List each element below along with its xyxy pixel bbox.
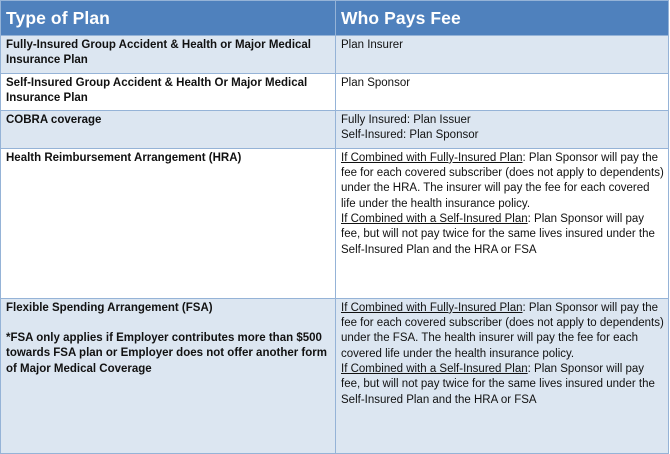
plan-cell: Self-Insured Group Accident & Health Or Major Medical Insurance Plan: [1, 73, 336, 111]
fully-insured-text: : Plan Sponsor will pay the fee for each covered subscriber (does not apply to dependents) under the FSA. The health insurer will pay the fee for each covered life under the health insurance policy.: [341, 301, 664, 360]
table-row: [1, 73, 669, 111]
plan-cell: Fully-Insured Group Accident & Health or Major Medical Insurance Plan: [1, 36, 336, 74]
fully-insured-text: : Plan Sponsor will pay the fee for each covered subscriber (does not apply to dependents) under the HRA. The insurer will pay the fee for each covered life under the health insurance policy.: [341, 151, 664, 210]
table-row: [1, 148, 669, 298]
fully-insured-label: If Combined with Fully-Insured Plan: [341, 151, 523, 164]
header-row: [1, 1, 669, 36]
fully-insured-label: If Combined with Fully-Insured Plan: [341, 301, 523, 314]
self-insured-text: : Plan Sponsor will pay fee, but will not pay twice for the same lives insured under the Self-Insured Plan and the HRA or FSA: [341, 362, 655, 406]
self-insured-clause: [341, 212, 664, 258]
self-insured-label: If Combined with a Self-Insured Plan: [341, 362, 528, 375]
table-row: [1, 36, 669, 74]
table-row: [1, 111, 669, 149]
payer-line-fully: Fully Insured: Plan Issuer: [341, 114, 471, 127]
table-row: [1, 298, 669, 453]
payer-line-self: Self-Insured: Plan Sponsor: [341, 129, 479, 142]
plan-cell: [1, 298, 336, 453]
header-who-pays-fee: Who Pays Fee: [336, 1, 669, 36]
self-insured-label: If Combined with a Self-Insured Plan: [341, 212, 528, 225]
fully-insured-clause: [341, 301, 664, 362]
plan-cell: COBRA coverage: [1, 111, 336, 149]
payer-cell: [336, 298, 669, 453]
self-insured-clause: [341, 362, 664, 408]
plan-footnote: *FSA only applies if Employer contributes more than $500 towards FSA plan or Employer does not offer another form of Major Medical Coverage: [6, 332, 327, 375]
payer-cell: [336, 148, 669, 298]
plan-name: Flexible Spending Arrangement (FSA): [6, 301, 213, 314]
fully-insured-clause: [341, 151, 664, 212]
header-type-of-plan: Type of Plan: [1, 1, 336, 36]
self-insured-text: : Plan Sponsor will pay fee, but will not pay twice for the same lives insured under the Self-Insured Plan and the HRA or FSA: [341, 212, 655, 256]
payer-cell: Plan Sponsor: [336, 73, 669, 111]
payer-cell: [336, 111, 669, 149]
plan-cell: Health Reimbursement Arrangement (HRA): [1, 148, 336, 298]
payer-cell: Plan Insurer: [336, 36, 669, 74]
